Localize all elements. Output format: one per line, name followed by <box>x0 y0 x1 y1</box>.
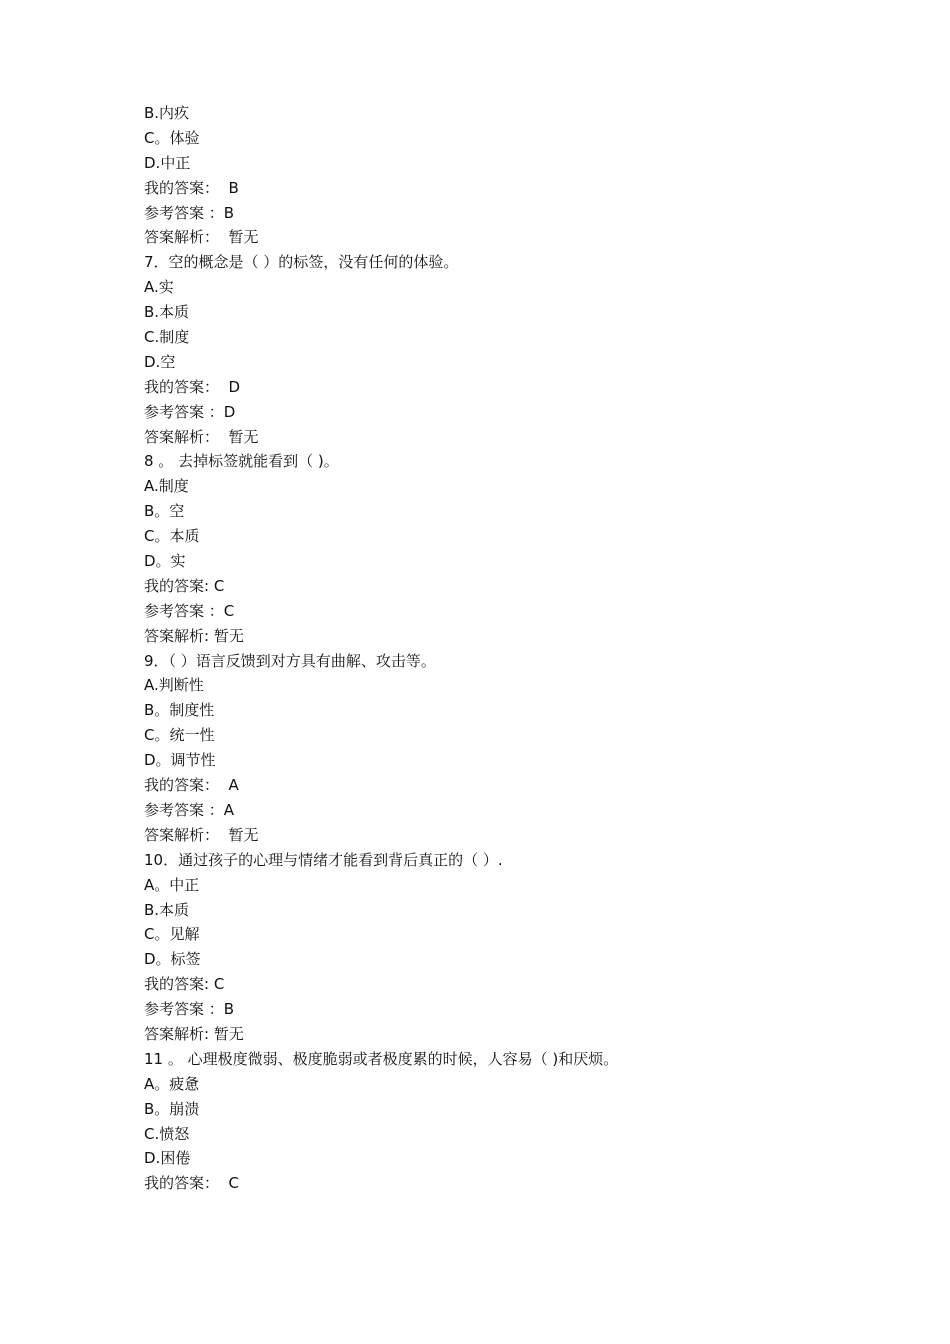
reference-answer: 参考答案 ：C <box>144 601 235 620</box>
answer-analysis: 答案解析： 暂无 <box>144 427 259 446</box>
option-line: D。实 <box>144 552 186 571</box>
option-line: A.判断性 <box>144 676 204 695</box>
option-line: B。崩溃 <box>144 1099 200 1118</box>
question-7: 7．空的概念是（ ）的标签，没有任何的体验。 <box>144 253 459 272</box>
option-line: A。中正 <box>144 875 200 894</box>
my-answer: 我的答案: C <box>144 576 225 595</box>
option-line: C。统一性 <box>144 726 215 745</box>
reference-answer: 参考答案 ：D <box>144 402 236 421</box>
option-line: A.制度 <box>144 477 189 496</box>
my-answer: 我的答案： C <box>144 1174 240 1193</box>
option-line: D。标签 <box>144 950 201 969</box>
answer-analysis: 答案解析: 暂无 <box>144 1024 244 1043</box>
question-11: 11 。 心理极度微弱、极度脆弱或者极度累的时候，人容易（ )和厌烦。 <box>144 1049 619 1068</box>
reference-answer: 参考答案 ：B <box>144 203 235 222</box>
question-10: 10．通过孩子的心理与情绪才能看到背后真正的（ ）. <box>144 850 503 869</box>
question-8: 8 。 去掉标签就能看到（ )。 <box>144 452 339 471</box>
option-line: C.愤怒 <box>144 1124 190 1143</box>
my-answer: 我的答案： B <box>144 178 239 197</box>
option-line: B.本质 <box>144 303 190 322</box>
option-line: D.困倦 <box>144 1149 191 1168</box>
option-line: C.制度 <box>144 328 190 347</box>
option-line: B。空 <box>144 502 185 521</box>
option-line: D.空 <box>144 352 176 371</box>
option-line: A.实 <box>144 278 174 297</box>
reference-answer: 参考答案 ：B <box>144 1000 235 1019</box>
option-line: D。调节性 <box>144 751 216 770</box>
my-answer: 我的答案： A <box>144 776 239 795</box>
option-line: B。制度性 <box>144 701 215 720</box>
option-line: C。体验 <box>144 128 200 147</box>
reference-answer: 参考答案 ：A <box>144 800 235 819</box>
answer-analysis: 答案解析: 暂无 <box>144 626 244 645</box>
my-answer: 我的答案： D <box>144 377 241 396</box>
option-line: B.内疚 <box>144 104 190 122</box>
my-answer: 我的答案: C <box>144 975 225 994</box>
document-page <box>144 101 844 1196</box>
option-line: D.中正 <box>144 153 191 172</box>
option-line: A。疲惫 <box>144 1074 200 1093</box>
question-9: 9．（ ）语言反馈到对方具有曲解、攻击等。 <box>144 651 436 670</box>
answer-analysis: 答案解析： 暂无 <box>144 228 259 247</box>
option-line: B.本质 <box>144 900 190 919</box>
option-line: C。见解 <box>144 925 200 944</box>
option-line: C。本质 <box>144 527 200 546</box>
answer-analysis: 答案解析： 暂无 <box>144 825 259 844</box>
